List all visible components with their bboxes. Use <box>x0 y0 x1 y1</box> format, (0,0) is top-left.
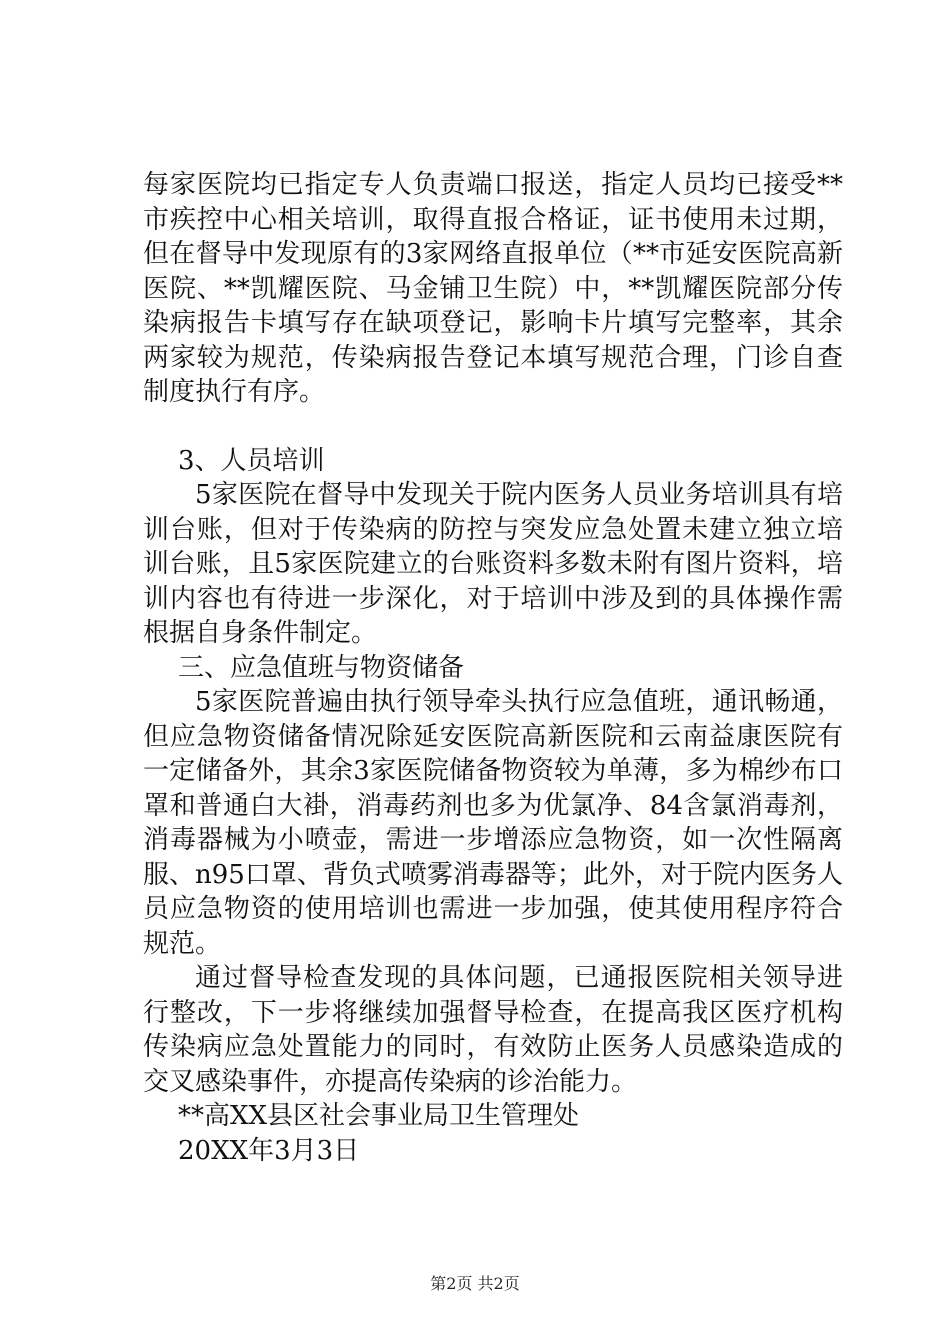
paragraph-reporting: 每家医院均已指定专人负责端口报送，指定人员均已接受**市疾控中心相关培训，取得直报合格证，证书使用未过期，但在督导中发现原有的3家网络直报单位（**市延安医院高新医院、**凯耀医院、马金铺卫生院）中，**凯耀医院部分传染病报告卡填写存在缺项登记，影响卡片填写完整率，其余两家较为规范，传染病报告登记本填写规范合理，门诊自查制度执行有序。 <box>143 170 843 407</box>
signature-organization: **高XX县区社会事业局卫生管理处 <box>178 1101 580 1131</box>
heading-staff-training: 3、人员培训 <box>178 445 325 476</box>
paragraph-emergency-supplies: 5家医院普遍由执行领导牵头执行应急值班，通讯畅通，但应急物资储备情况除延安医院高新医院和云南益康医院有一定储备外，其余3家医院储备物资较为单薄，多为棉纱布口罩和普通白大褂，消毒药剂也多为优氯净、84含氯消毒剂，消毒器械为小喷壶，需进一步增添应急物资，如一次性隔离服、n95口罩、背负式喷雾消毒器等；此外，对于院内医务人员应急物资的使用培训也需进一步加强，使其使用程序符合规范。 <box>143 687 843 959</box>
signature-date: 20XX年3月3日 <box>178 1135 360 1166</box>
paragraph-training: 5家医院在督导中发现关于院内医务人员业务培训具有培训台账，但对于传染病的防控与突发应急处置未建立独立培训台账，且5家医院建立的台账资料多数未附有图片资料，培训内容也有待进一步深化，对于培训中涉及到的具体操作需根据自身条件制定。 <box>143 480 843 648</box>
page-footer: 第2页 共2页 <box>430 1274 520 1293</box>
paragraph-conclusion: 通过督导检查发现的具体问题，已通报医院相关领导进行整改，下一步将继续加强督导检查，在提高我区医疗机构传染病应急处置能力的同时，有效防止医务人员感染造成的交叉感染事件，亦提高传染病的诊治能力。 <box>143 963 843 1097</box>
heading-emergency-duty: 三、应急值班与物资储备 <box>178 652 465 683</box>
document-body <box>143 168 843 1168</box>
paragraph-spacer <box>143 410 843 444</box>
